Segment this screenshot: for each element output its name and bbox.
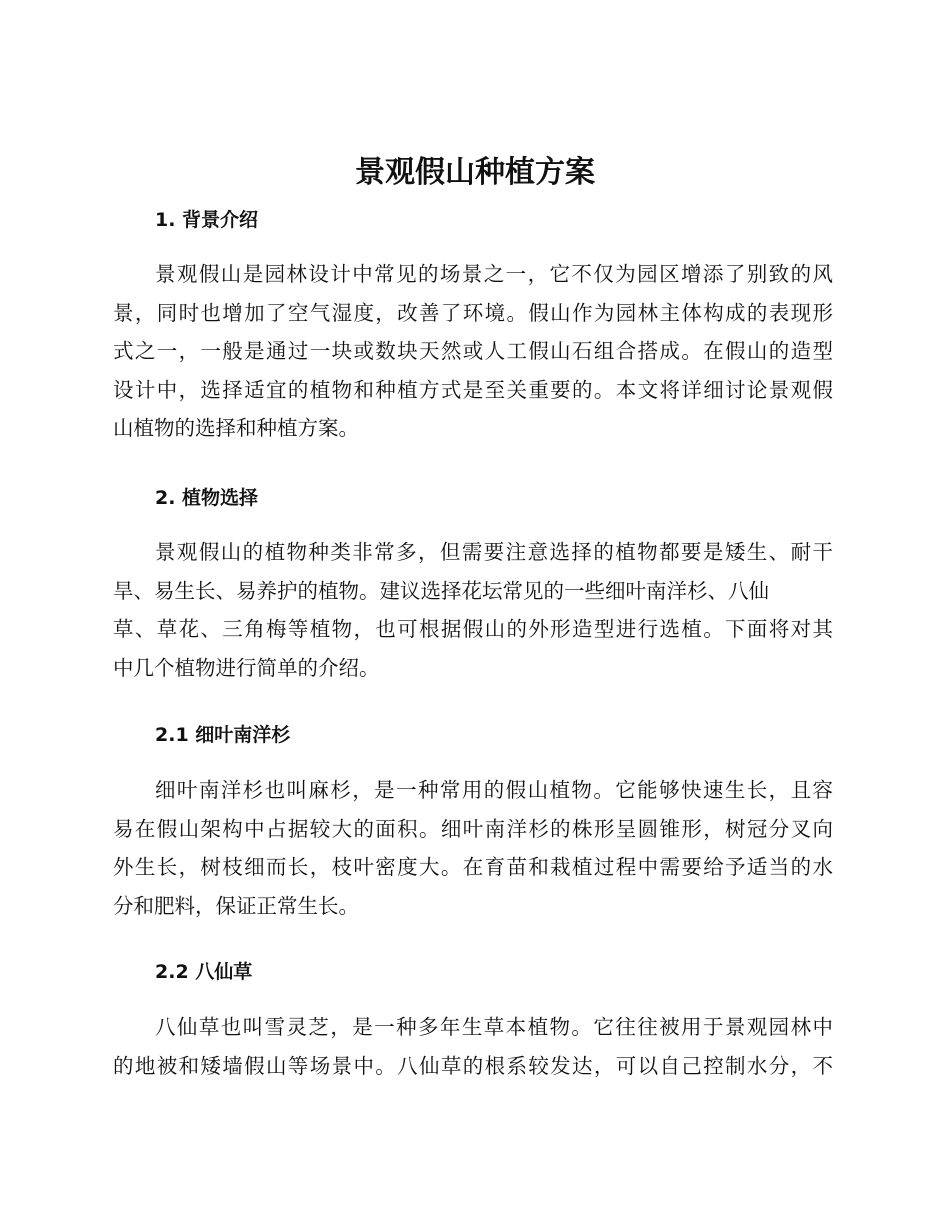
paragraph-line: 式之一，一般是通过一块或数块天然或人工假山石组合搭成。在假山的造型 xyxy=(113,339,833,363)
paragraph-line: 中几个植物进行简单的介绍。 xyxy=(113,655,380,680)
section-heading-background: 1. 背景介绍 xyxy=(155,209,259,231)
section-heading-plant-selection: 2. 植物选择 xyxy=(155,487,259,509)
document-title: 景观假山种植方案 xyxy=(355,155,595,190)
paragraph-line: 景，同时也增加了空气湿度，改善了环境。假山作为园林主体构成的表现形 xyxy=(113,300,833,325)
section-heading-araucaria: 2.1 细叶南洋杉 xyxy=(155,724,291,746)
paragraph-baxiancao xyxy=(113,1008,833,1085)
paragraph-background xyxy=(113,255,833,448)
paragraph-line: 八仙草也叫雪灵芝，是一种多年生草本植物。它往往被用于景观园林中 xyxy=(155,1015,833,1039)
paragraph-line: 细叶南洋杉也叫麻杉，是一种常用的假山植物。它能够快速生长，且容 xyxy=(155,778,833,802)
paragraph-plant-selection xyxy=(113,533,833,687)
paragraph-line: 设计中，选择适宜的植物和种植方式是至关重要的。本文将详细讨论景观假 xyxy=(113,377,833,402)
paragraph-line: 山植物的选择和种植方案。 xyxy=(113,416,359,440)
paragraph-line: 景观假山的植物种类非常多，但需要注意选择的植物都要是矮生、耐干 xyxy=(155,540,833,564)
paragraph-line: 的地被和矮墙假山等场景中。八仙草的根系较发达，可以自己控制水分，不 xyxy=(113,1053,833,1078)
paragraph-line: 外生长，树枝细而长，枝叶密度大。在育苗和栽植过程中需要给予适当的水 xyxy=(113,855,833,879)
paragraph-line: 草、草花、三角梅等植物，也可根据假山的外形造型进行选植。下面将对其 xyxy=(113,617,833,641)
paragraph-line: 分和肥料，保证正常生长。 xyxy=(113,893,359,918)
paragraph-line: 旱、易生长、易养护的植物。建议选择花坛常见的一些细叶南洋杉、八仙 xyxy=(113,578,769,603)
section-heading-baxiancao: 2.2 八仙草 xyxy=(155,961,253,983)
paragraph-araucaria xyxy=(113,771,833,925)
paragraph-line: 景观假山是园林设计中常见的场景之一，它不仅为园区增添了别致的风 xyxy=(155,262,833,286)
paragraph-line: 易在假山架构中占据较大的面积。细叶南洋杉的株形呈圆锥形，树冠分叉向 xyxy=(113,816,833,841)
